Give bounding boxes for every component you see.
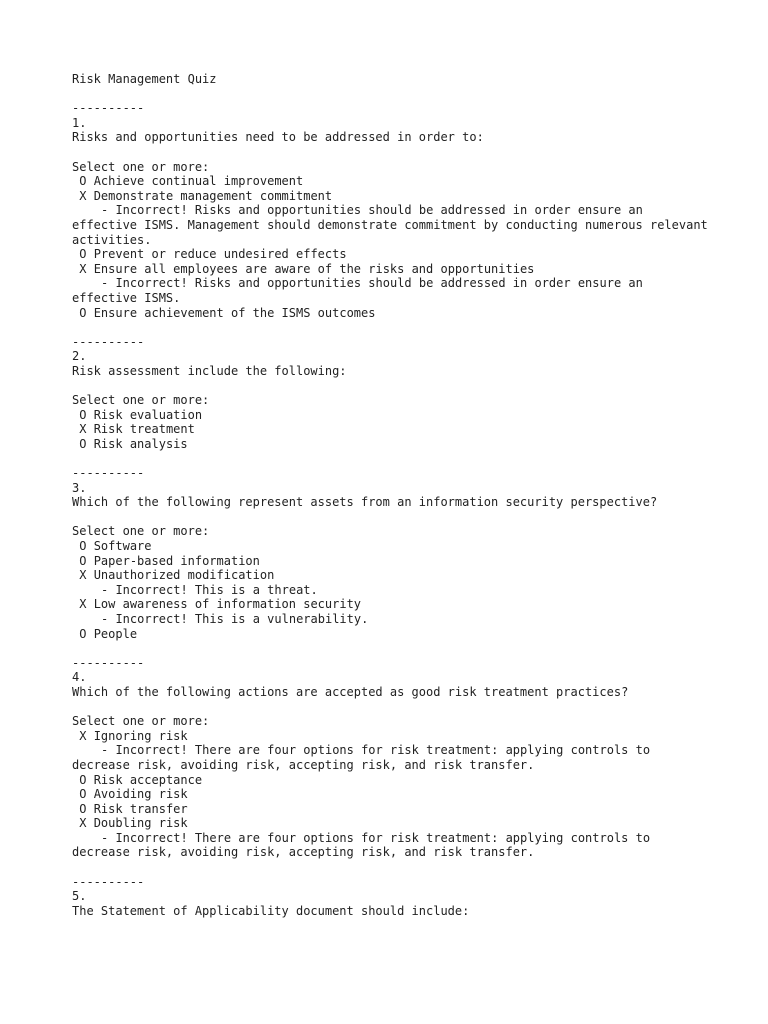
answer-mark: O xyxy=(79,772,87,787)
answer-text: Achieve continual improvement xyxy=(93,174,304,189)
answer-option xyxy=(72,802,712,817)
answer-option xyxy=(72,773,712,788)
answer-mark: O xyxy=(79,436,87,451)
select-prompt: Select one or more: xyxy=(72,524,210,539)
answer-option xyxy=(72,189,712,204)
spacer xyxy=(72,510,712,525)
answer-mark: O xyxy=(79,801,87,816)
question-text: Which of the following actions are accepted as good risk treatment practices? xyxy=(72,684,629,699)
answer-mark: O xyxy=(79,174,87,189)
spacer xyxy=(72,700,712,715)
question-block xyxy=(72,466,712,656)
document-page xyxy=(72,72,715,918)
answer-option xyxy=(72,627,712,642)
answer-text: Low awareness of information security xyxy=(93,597,362,612)
question-text: Which of the following represent assets from an information security perspective? xyxy=(72,495,658,510)
answer-mark: X xyxy=(79,188,87,203)
answer-text: Ensure all employees are aware of the risks and opportunities xyxy=(93,261,535,276)
answer-text: Risk acceptance xyxy=(93,772,203,787)
question-block xyxy=(72,656,712,875)
answer-mark: O xyxy=(79,305,87,320)
question-number: 1. xyxy=(72,115,87,130)
answer-text: Software xyxy=(93,539,152,553)
answer-mark: O xyxy=(79,553,87,568)
spacer xyxy=(72,145,712,160)
answer-mark: O xyxy=(79,539,87,553)
answer-option xyxy=(72,539,712,554)
question-block xyxy=(72,101,715,335)
answer-feedback: - Incorrect! This is a vulnerability. xyxy=(101,611,369,626)
spacer xyxy=(72,320,712,335)
answer-mark: X xyxy=(79,728,87,743)
answer-mark: O xyxy=(79,626,87,641)
answer-text: Prevent or reduce undesired effects xyxy=(93,247,347,262)
answer-option xyxy=(72,247,712,262)
question-block xyxy=(72,875,712,919)
answer-mark: X xyxy=(79,261,87,276)
answer-text: Risk treatment xyxy=(93,422,195,437)
separator: ---------- xyxy=(72,334,145,349)
answer-option xyxy=(72,816,712,831)
answer-mark: X xyxy=(79,597,87,612)
spacer xyxy=(72,641,712,656)
question-text: Risks and opportunities need to be addressed in order to: xyxy=(72,130,484,145)
answer-text: Ensure achievement of the ISMS outcomes xyxy=(93,305,376,320)
answer-option xyxy=(72,554,712,569)
question-number: 2. xyxy=(72,349,87,364)
answer-feedback: - Incorrect! Risks and opportunities should be addressed in order ensure an effective ISMS. Management should demonstrate commitment by conducting numerous relevant activities. xyxy=(72,203,715,247)
separator: ---------- xyxy=(72,466,145,481)
answer-text: Paper-based information xyxy=(93,553,260,568)
answer-text: Risk analysis xyxy=(93,436,188,451)
answer-text: Risk evaluation xyxy=(93,407,203,422)
answer-text: Doubling risk xyxy=(93,816,188,831)
question-block xyxy=(72,335,712,466)
separator: ---------- xyxy=(72,101,145,116)
answer-option xyxy=(72,408,712,423)
answer-feedback: - Incorrect! Risks and opportunities should be addressed in order ensure an effective ISMS. xyxy=(72,276,651,305)
answer-option xyxy=(72,306,712,321)
answer-option xyxy=(72,597,712,612)
question-number: 5. xyxy=(72,889,87,904)
answer-mark: O xyxy=(79,407,87,422)
question-number: 4. xyxy=(72,670,87,685)
spacer xyxy=(72,860,712,875)
answer-option xyxy=(72,174,712,189)
answer-mark: O xyxy=(79,247,87,262)
answer-feedback: - Incorrect! This is a threat. xyxy=(101,582,318,597)
answer-mark: X xyxy=(79,816,87,831)
answer-option xyxy=(72,437,712,452)
answer-option xyxy=(72,787,712,802)
answer-mark: X xyxy=(79,422,87,437)
answer-text: Unauthorized modification xyxy=(93,568,275,583)
separator: ---------- xyxy=(72,655,145,670)
answer-mark: X xyxy=(79,568,87,583)
spacer xyxy=(72,378,712,393)
answer-option xyxy=(72,422,712,437)
answer-text: Demonstrate management commitment xyxy=(93,188,333,203)
separator: ---------- xyxy=(72,874,145,889)
answer-text: Risk transfer xyxy=(93,801,188,816)
answer-option xyxy=(72,568,712,583)
question-list xyxy=(72,101,715,918)
question-number: 3. xyxy=(72,480,87,495)
answer-mark: O xyxy=(79,787,87,802)
answer-text: People xyxy=(93,626,138,641)
question-text: The Statement of Applicability document should include: xyxy=(72,903,470,918)
select-prompt: Select one or more: xyxy=(72,159,210,174)
answer-option xyxy=(72,262,712,277)
answer-text: Ignoring risk xyxy=(93,728,188,743)
answer-text: Avoiding risk xyxy=(93,787,188,802)
answer-option xyxy=(72,729,712,744)
answer-feedback: - Incorrect! There are four options for risk treatment: applying controls to decrease risk, avoiding risk, accepting risk, and risk transfer. xyxy=(72,743,658,772)
select-prompt: Select one or more: xyxy=(72,393,210,408)
document-title: Risk Management Quiz xyxy=(72,72,217,86)
select-prompt: Select one or more: xyxy=(72,714,210,729)
answer-feedback: - Incorrect! There are four options for risk treatment: applying controls to decrease risk, avoiding risk, accepting risk, and risk transfer. xyxy=(72,830,658,860)
question-text: Risk assessment include the following: xyxy=(72,363,347,378)
spacer xyxy=(72,87,712,102)
spacer xyxy=(72,451,712,466)
